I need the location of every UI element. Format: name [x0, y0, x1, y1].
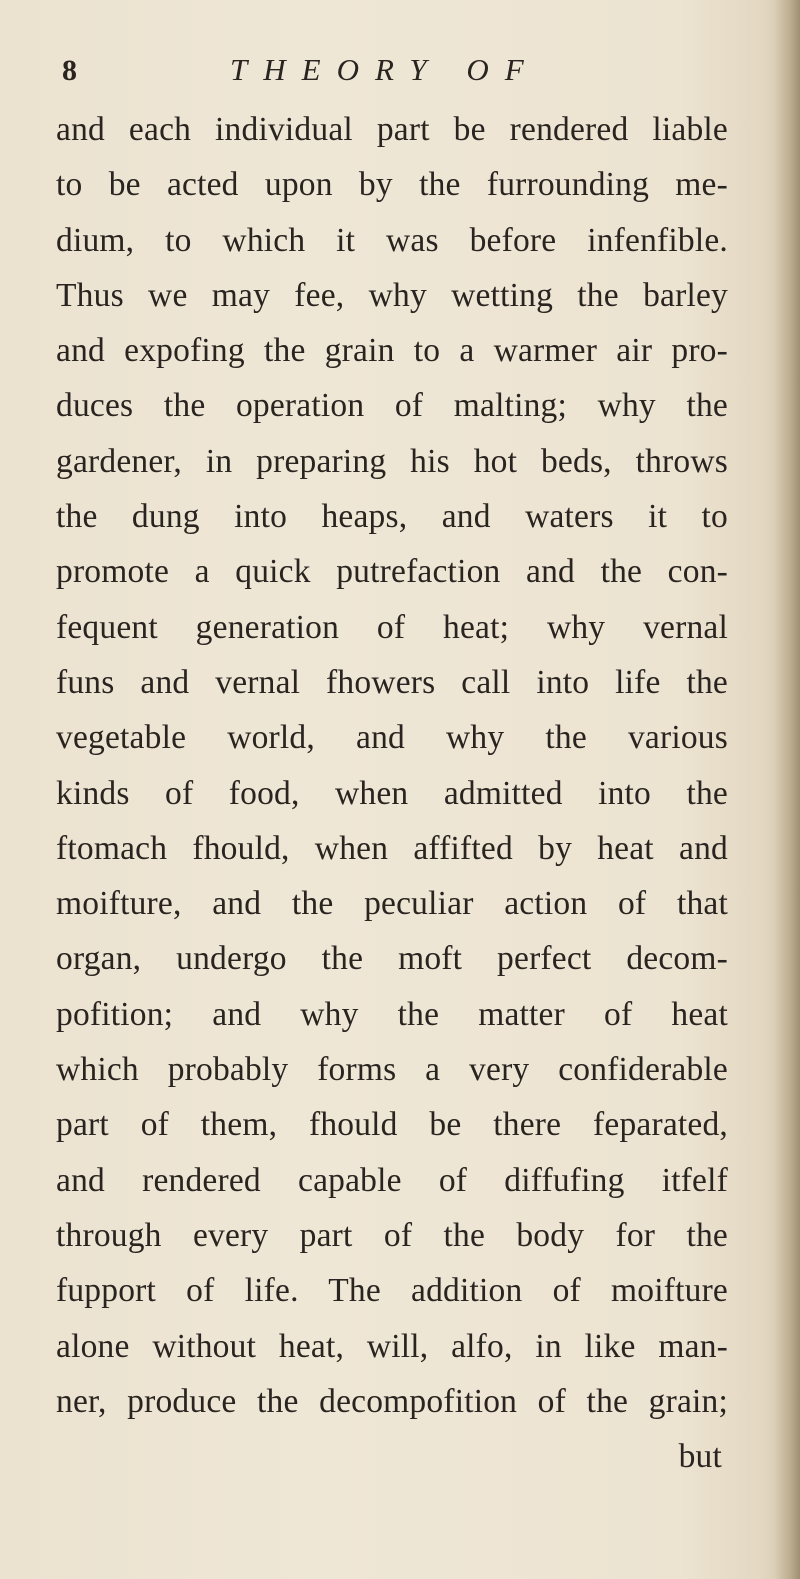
page-edge-shadow [774, 0, 800, 1579]
text-line: vegetable world, and why the various [56, 719, 728, 757]
text-line: and rendered capable of diffufing itfelf [56, 1161, 728, 1199]
text-line: fupport of life. The addition of moifture [56, 1272, 728, 1310]
text-line: which probably forms a very confiderable [56, 1051, 728, 1089]
text-line: moifture, and the peculiar action of that [56, 885, 728, 923]
text-line: duces the operation of malting; why the [56, 387, 728, 425]
text-line: to be acted upon by the furrounding me- [56, 166, 728, 204]
page-number: 8 [62, 54, 78, 87]
text-line: gardener, in preparing his hot beds, throws [56, 442, 728, 480]
text-line: Thus we may fee, why wetting the barley [56, 276, 728, 314]
text-line: the dung into heaps, and waters it to [56, 498, 728, 536]
text-line: through every part of the body for the [56, 1216, 728, 1254]
text-line: and each individual part be rendered liable [56, 111, 728, 148]
page-header [62, 48, 702, 98]
text-line: and expofing the grain to a warmer air pro- [56, 332, 728, 370]
text-line: ftomach fhould, when affifted by heat and [56, 829, 728, 867]
text-line: alone without heat, will, alfo, in like man- [56, 1327, 728, 1365]
text-line: fequent generation of heat; why vernal [56, 608, 728, 646]
text-line: dium, to which it was before infenfible. [56, 221, 728, 259]
catchword: but [678, 1438, 722, 1476]
text-line: funs and vernal fhowers call into life the [56, 663, 728, 701]
body-text [56, 102, 728, 1484]
text-line: organ, undergo the moft perfect decom- [56, 940, 728, 978]
text-line: promote a quick putrefaction and the con- [56, 553, 728, 591]
text-line: kinds of food, when admitted into the [56, 774, 728, 812]
text-line: part of them, fhould be there feparated, [56, 1106, 728, 1144]
text-line: ner, produce the decompofition of the grain; [56, 1382, 728, 1420]
running-head: THEORY OF [230, 52, 540, 87]
text-line: pofition; and why the matter of heat [56, 995, 728, 1033]
